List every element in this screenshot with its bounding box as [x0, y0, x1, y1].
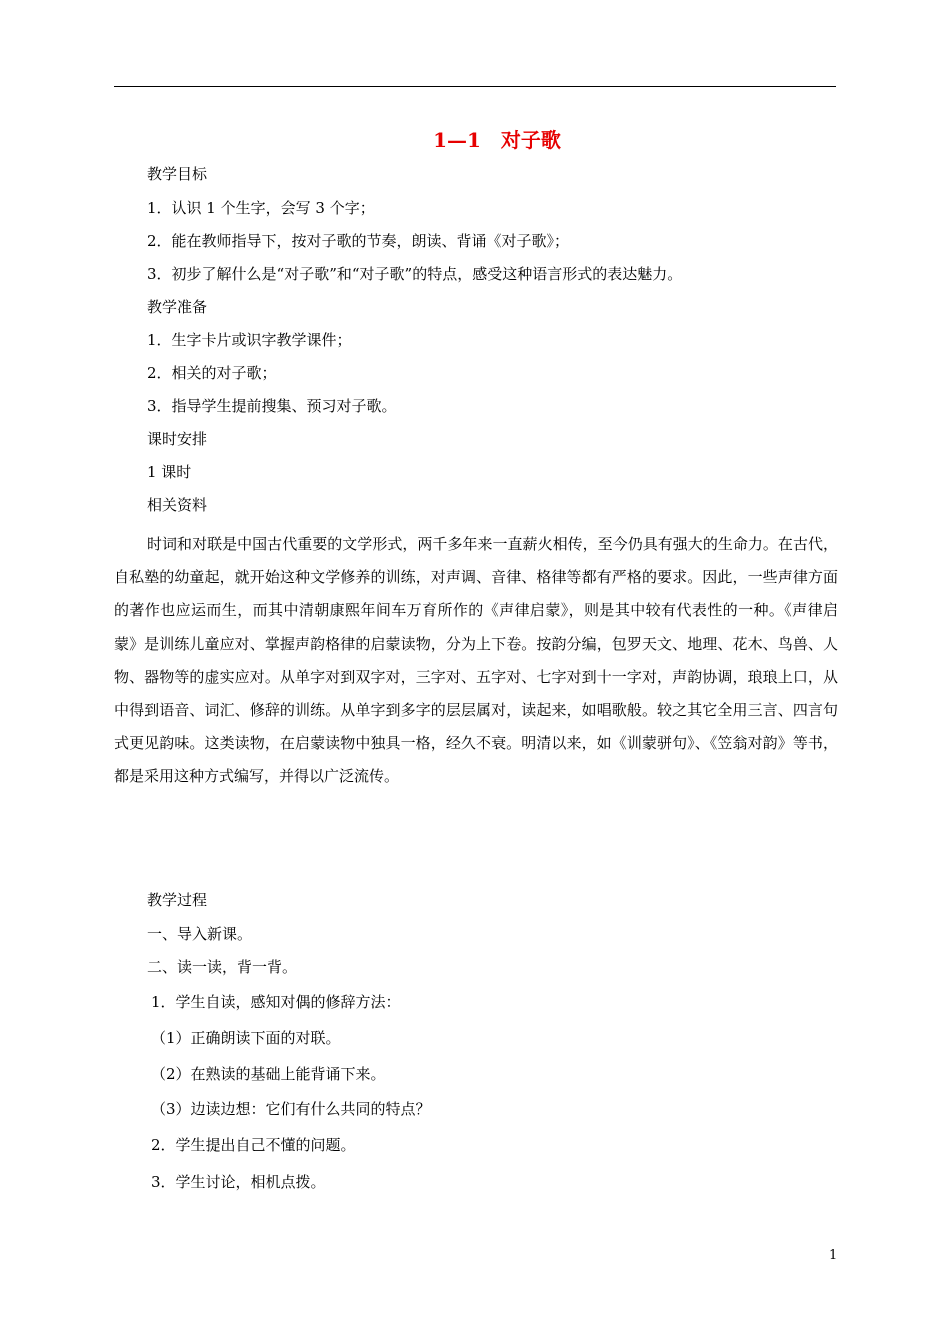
goal-item: 2．能在教师指导下，按对子歌的节奏，朗读、背诵《对子歌》； [147, 232, 570, 250]
goal-item: 1．认识 1 个生字，会写 3 个字； [147, 199, 375, 217]
schedule-value: 1 课时 [147, 463, 192, 481]
schedule-heading: 课时安排 [147, 430, 208, 448]
page-number: 1 [829, 1248, 838, 1263]
process-step: 二、读一读，背一背。 [147, 958, 298, 976]
process-substep: 2．学生提出自己不懂的问题。 [151, 1136, 356, 1154]
goal-item: 3．初步了解什么是“对子歌”和“对子歌”的特点，感受这种语言形式的表达魅力。 [147, 265, 683, 283]
materials-heading: 相关资料 [147, 496, 208, 514]
process-substep: （1）正确朗读下面的对联。 [151, 1029, 341, 1047]
preparation-item: 3．指导学生提前搜集、预习对子歌。 [147, 397, 397, 415]
process-step: 一、导入新课。 [147, 925, 253, 943]
page-title: 1—1 对子歌 [433, 128, 561, 152]
process-substep: 3．学生讨论，相机点拨。 [151, 1173, 326, 1191]
process-substep: 1．学生自读，感知对偶的修辞方法： [151, 993, 401, 1011]
preparation-item: 1．生字卡片或识字教学课件； [147, 331, 352, 349]
process-heading: 教学过程 [147, 891, 208, 909]
process-substep: （2）在熟读的基础上能背诵下来。 [151, 1065, 386, 1083]
preparation-heading: 教学准备 [147, 298, 208, 316]
materials-paragraph: 时词和对联是中国古代重要的文学形式，两千多年来一直薪火相传，至今仍具有强大的生命力。在古代，自私塾的幼童起，就开始这种文学修养的训练，对声调、音律、格律等都有严格的要求。因此，一些声律方面的著作也应运而生，而其中清朝康熙年间车万育所作的《声律启蒙》，则是其中较有代表性的一种。《声律启蒙》是训练儿童应对、掌握声韵格律的启蒙读物，分为上下卷。按韵分编，包罗天文、地理、花木、鸟兽、人物、器物等的虚实应对。从单字对到双字对，三字对、五字对、七字对到十一字对，声韵协调，琅琅上口，从中得到语音、词汇、修辞的训练。从单字到多字的层层属对，读起来，如唱歌般。较之其它全用三言、四言句式更见韵味。这类读物，在启蒙读物中独具一格，经久不衰。明清以来，如《训蒙骈句》、《笠翁对韵》等书，都是采用这种方式编写，并得以广泛流传。 [114, 535, 838, 786]
preparation-item: 2．相关的对子歌； [147, 364, 277, 382]
goals-heading: 教学目标 [147, 165, 208, 183]
header-rule [114, 86, 836, 87]
process-substep: （3）边读边想：它们有什么共同的特点？ [151, 1100, 431, 1118]
